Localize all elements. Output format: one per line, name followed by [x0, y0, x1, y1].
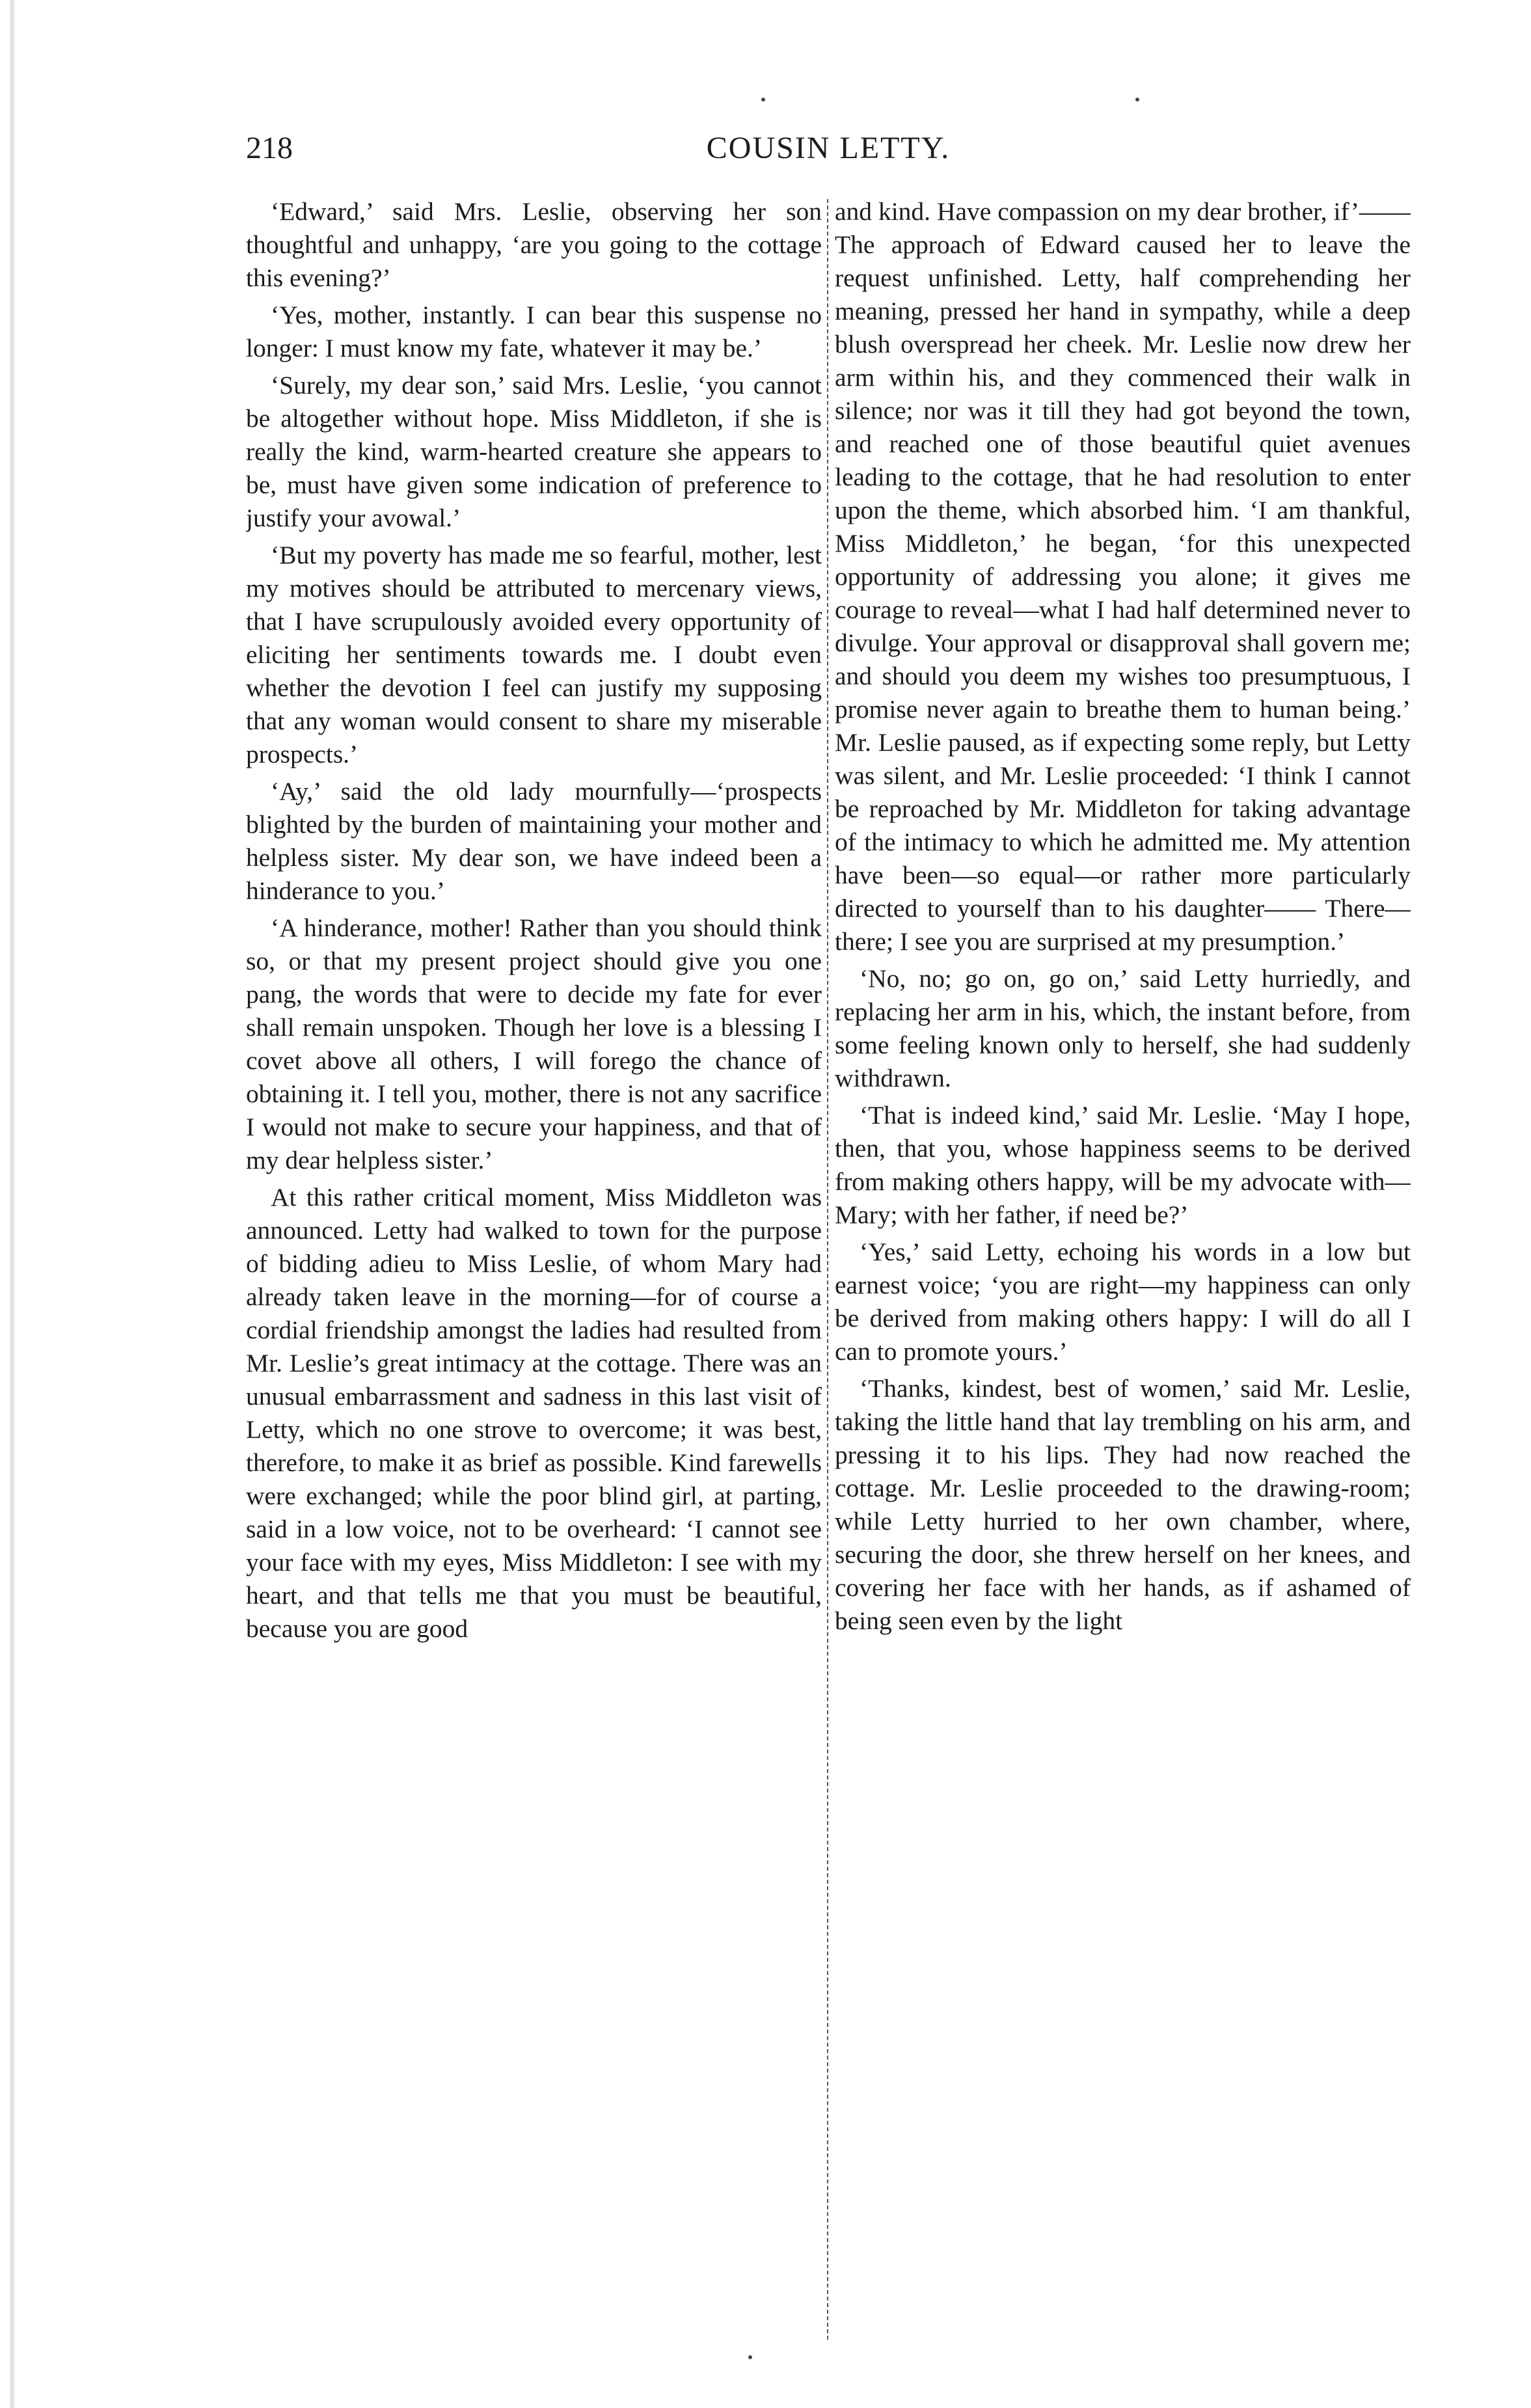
column-divider [827, 199, 828, 2340]
left-column [246, 195, 822, 2342]
page-number: 218 [246, 131, 293, 165]
print-speck [761, 98, 765, 101]
right-column [835, 195, 1411, 2342]
paragraph: and kind. Have compassion on my dear brother, if’—— The approach of Edward caused her to leave the request unfinished. Letty, half comprehending her meaning, pressed her hand in sympathy, while a deep blush overspread her cheek. Mr. Leslie now drew her arm within his, and they commenced their walk in silence; nor was it till they had got beyond the town, and reached one of those beautiful quiet avenues leading to the cottage, that he had resolution to enter upon the theme, which absorbed him. ‘I am thankful, Miss Middleton,’ he began, ‘for this unexpected opportunity of addressing you alone; it gives me courage to reveal—what I had half determined never to divulge. Your approval or disapproval shall govern me; and should you deem my wishes too presumptuous, I promise never again to breathe them to human being.’ Mr. Leslie paused, as if expecting some reply, but Letty was silent, and Mr. Leslie proceeded: ‘I think I cannot be reproached by Mr. Middleton for taking advantage of the intimacy to which he admitted me. My attention have been—so equal—or rather more particularly directed to yourself than to his daughter—— There—there; I see you are surprised at my presumption.’ [835, 197, 1411, 956]
paragraph: ‘Yes,’ said Letty, echoing his words in a low but earnest voice; ‘you are right—my happiness can only be derived from making others happy: I will do all I can to promote yours.’ [835, 1238, 1411, 1366]
paragraph: ‘Yes, mother, instantly. I can bear this suspense no longer: I must know my fate, whatever it may be.’ [246, 301, 822, 362]
paragraph: ‘No, no; go on, go on,’ said Letty hurriedly, and replacing her arm in his, which, the instant before, from some feeling known only to herself, she had suddenly withdrawn. [835, 964, 1411, 1092]
page-header [246, 129, 1411, 174]
running-title: COUSIN LETTY. [706, 131, 951, 165]
paragraph: ‘A hinderance, mother! Rather than you should think so, or that my present project should give you one pang, the words that were to decide my fate for ever shall remain unspoken. Though her love is a blessing I covet above all others, I will forego the chance of obtaining it. I tell you, mother, there is not any sacrifice I would not make to secure your happiness, and that of my dear helpless sister.’ [246, 913, 822, 1174]
paragraph: ‘Surely, my dear son,’ said Mrs. Leslie, ‘you cannot be altogether without hope. Miss Middleton, if she is really the kind, warm-hearted creature she appears to be, must have given some indication of preference to justify your avowal.’ [246, 371, 822, 532]
page-binding-edge [0, 0, 39, 2408]
paragraph: At this rather critical moment, Miss Middleton was announced. Letty had walked to town for the purpose of bidding adieu to Miss Leslie, of whom Mary had already taken leave in the morning—for of course a cordial friendship amongst the ladies had resulted from Mr. Leslie’s great intimacy at the cottage. There was an unusual embarrassment and sadness in this last visit of Letty, which no one strove to overcome; it was best, therefore, to make it as brief as possible. Kind farewells were exchanged; while the poor blind girl, at parting, said in a low voice, not to be overheard: ‘I cannot see your face with my eyes, Miss Middleton: I see with my heart, and that tells me that you must be beautiful, because you are good [246, 1183, 822, 1643]
paragraph: ‘That is indeed kind,’ said Mr. Leslie. ‘May I hope, then, that you, whose happiness seems to be derived from making others happy, will be my advocate with—Mary; with her father, if need be?’ [835, 1101, 1411, 1229]
paragraph: ‘Thanks, kindest, best of women,’ said Mr. Leslie, taking the little hand that lay trembling on his arm, and pressing it to his lips. They had now reached the cottage. Mr. Leslie proceeded to the drawing-room; while Letty hurried to her own chamber, where, securing the door, she threw herself on her knees, and covering her face with her hands, as if ashamed of being seen even by the light [835, 1374, 1411, 1635]
print-speck [1135, 98, 1139, 101]
paragraph: ‘Ay,’ said the old lady mournfully—‘prospects blighted by the burden of maintaining your mother and helpless sister. My dear son, we have indeed been a hinderance to you.’ [246, 777, 822, 905]
paragraph: ‘But my poverty has made me so fearful, mother, lest my motives should be attributed to mercenary views, that I have scrupulously avoided every opportunity of eliciting her sentiments towards me. I doubt even whether the devotion I feel can justify my supposing that any woman would consent to share my miserable prospects.’ [246, 541, 822, 768]
paragraph: ‘Edward,’ said Mrs. Leslie, observing her son thoughtful and unhappy, ‘are you going to the cottage this evening?’ [246, 197, 822, 292]
text-columns [246, 195, 1411, 2342]
print-speck [748, 2355, 752, 2359]
